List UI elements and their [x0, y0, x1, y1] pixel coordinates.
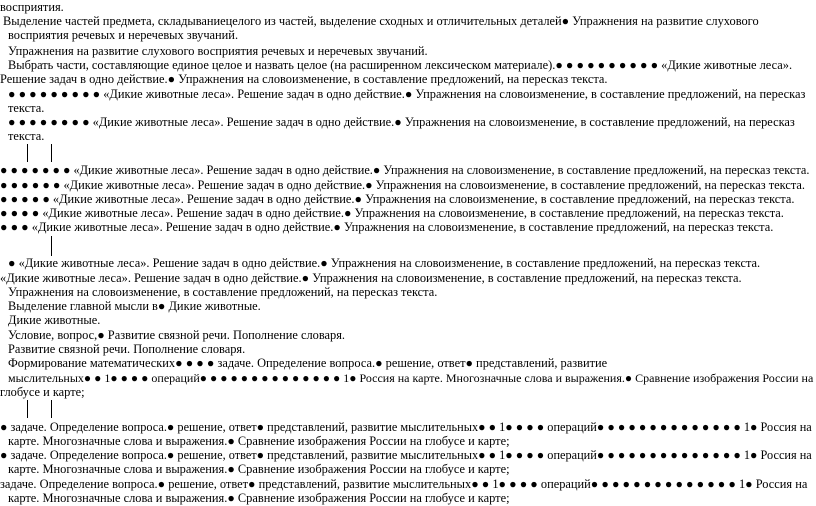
table-border-line [27, 144, 28, 162]
text-line: карте. Многозначные слова и выражения.● Сравнение изображения России на глобусе и карте; [8, 434, 510, 448]
text-line: Формирование математических● ● ● ● задаче. Определение вопроса.● решение, ответ● представлений, развитие [8, 356, 608, 370]
text-line: восприятия. [0, 0, 64, 14]
text-line: Упражнения на развитие слухового восприятия речевых и неречевых звучаний. [8, 44, 428, 58]
table-border-line [27, 400, 28, 418]
text-line: ● ● ● ● ● ● ● ● «Дикие животные леса». Решение задач в одно действие.● Упражнения на словоизменение, в составление предложений, на пересказ [8, 115, 795, 129]
text-line: ● ● ● «Дикие животные леса». Решение задач в одно действие.● Упражнения на словоизменение, в составление предложений, на пересказ текста. [0, 220, 774, 234]
table-border-line [51, 144, 52, 162]
text-line: ● задаче. Определение вопроса.● решение, ответ● представлений, развитие мыслительных● ● 1● ● ● ● операций● ● ● ● ● ● ● ● ● ● ● ● ● ● 1● Россия на [0, 420, 812, 434]
text-line: Дикие животные. [8, 313, 101, 327]
text-line: Условие, вопрос,● Развитие связной речи. Пополнение словаря. [8, 328, 346, 342]
text-line: глобусе и карте; [0, 385, 85, 399]
text-line: ● ● ● ● «Дикие животные леса». Решение задач в одно действие.● Упражнения на словоизменение, в составление предложений, на пересказ текста. [0, 206, 784, 220]
text-line: Упражнения на словоизменение, в составление предложений, на пересказ текста. [8, 285, 438, 299]
table-border-line [51, 400, 52, 418]
text-line: ● ● ● ● ● ● ● ● ● «Дикие животные леса». Решение задач в одно действие.● Упражнения на словоизменение, в составление предложений, на пересказ [8, 87, 806, 101]
text-line: карте. Многозначные слова и выражения.● Сравнение изображения России на глобусе и карте; [8, 462, 510, 476]
text-line: мыслительных● ● 1● ● ● ● операций● ● ● ● ● ● ● ● ● ● ● ● ● ● 1● Россия на карте. Многозначные слова и выражения.● Сравнение изображения России на [8, 371, 814, 385]
text-line: восприятия речевых и неречевых звучаний. [8, 28, 239, 42]
text-line: текста. [8, 101, 45, 115]
table-border-line [51, 236, 52, 256]
text-line: Решение задач в одно действие.● Упражнения на словоизменение, в составление предложений, на пересказ текста. [0, 72, 608, 86]
text-line: Выделение частей предмета, складываниецелого из частей, выделение сходных и отличительных деталей● Упражнения на развитие слухового [3, 14, 759, 28]
text-line: ● ● ● ● ● «Дикие животные леса». Решение задач в одно действие.● Упражнения на словоизменение, в составление предложений, на пересказ текста. [0, 192, 795, 206]
text-line: Выделение главной мысли в● Дикие животные. [8, 299, 261, 313]
text-line: «Дикие животные леса». Решение задач в одно действие.● Упражнения на словоизменение, в составление предложений, на пересказ текста. [0, 271, 742, 285]
text-line: ● задаче. Определение вопроса.● решение, ответ● представлений, развитие мыслительных● ● 1● ● ● ● операций● ● ● ● ● ● ● ● ● ● ● ● ● ● 1● Россия на [0, 448, 812, 462]
text-line: ● «Дикие животные леса». Решение задач в одно действие.● Упражнения на словоизменение, в составление предложений, на пересказ текста. [8, 256, 761, 270]
text-line: Выбрать части, составляющие единое целое и назвать целое (на расширенном лексическом материале).● ● ● ● ● ● ● ● ● ● «Дикие животные леса». [8, 58, 793, 72]
text-line: ● ● ● ● ● ● «Дикие животные леса». Решение задач в одно действие.● Упражнения на словоизменение, в составление предложений, на пересказ текста. [0, 178, 806, 192]
text-line: карте. Многозначные слова и выражения.● Сравнение изображения России на глобусе и карте; [8, 491, 510, 505]
text-line: задаче. Определение вопроса.● решение, ответ● представлений, развитие мыслительных● ● 1● ● ● ● операций● ● ● ● ● ● ● ● ● ● ● ● ● ● 1● Россия на [0, 477, 808, 491]
text-line: текста. [8, 129, 45, 143]
text-line: Развитие связной речи. Пополнение словаря. [8, 342, 246, 356]
text-line: ● ● ● ● ● ● ● «Дикие животные леса». Решение задач в одно действие.● Упражнения на словоизменение, в составление предложений, на пересказ текста. [0, 163, 810, 177]
